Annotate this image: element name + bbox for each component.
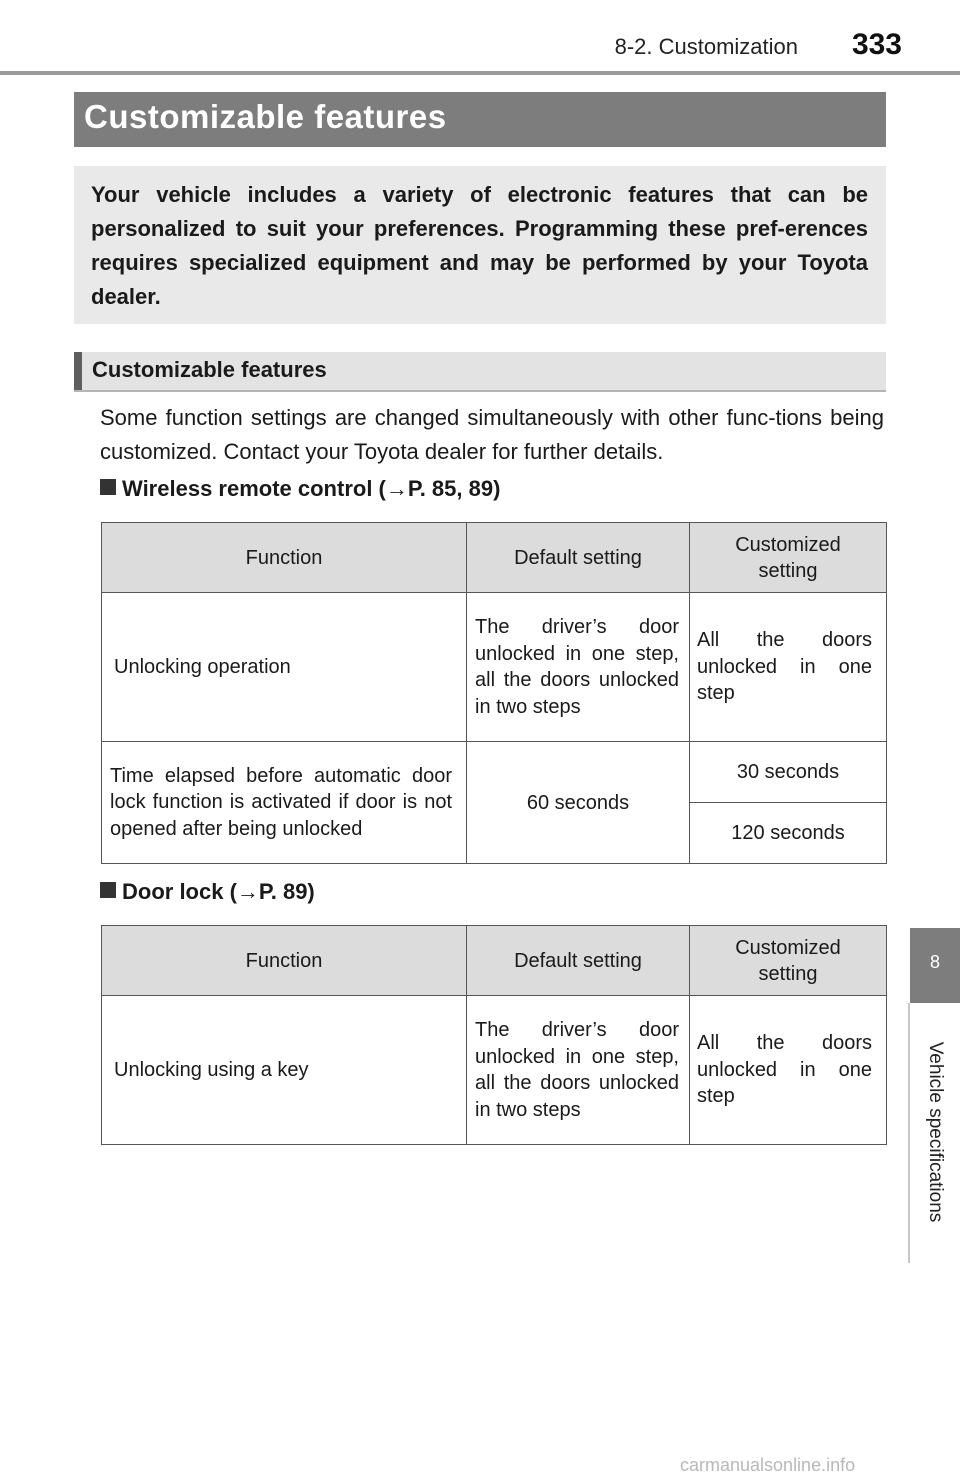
section-heading-text: Door lock (→P. 89) [122, 879, 315, 904]
function-cell: Unlocking operation [102, 593, 467, 742]
subheading-bar [74, 352, 886, 392]
table-header-row [102, 523, 887, 593]
watermark: carmanualsonline.info [680, 1455, 856, 1475]
table-row [102, 742, 887, 803]
column-header: Function [102, 523, 467, 593]
body-paragraph: Some function settings are changed simultaneously with other func-tions being customized. Contact your Toyota dealer for further details. [100, 405, 884, 464]
table-row [102, 593, 887, 742]
default-cell: 60 seconds [467, 742, 690, 864]
door-lock-table [101, 925, 887, 1145]
column-header: Customized setting [690, 523, 887, 593]
chapter-label: Vehicle specifications [925, 1041, 946, 1223]
page-title-bar [74, 92, 886, 147]
header-section-title: 8-2. Customization [614, 34, 798, 59]
chapter-number: 8 [929, 952, 940, 972]
section-heading-text: Wireless remote control (→P. 85, 89) [122, 476, 501, 501]
column-header: Customized setting [690, 926, 887, 996]
intro-box [74, 166, 886, 324]
square-bullet-icon [100, 882, 116, 898]
intro-text: Your vehicle includes a variety of electronic features that can be personalized to suit your preferences. Programming these pref-erences requires specialized equipment and may be performed by your Toyota dealer. [91, 182, 868, 309]
column-header: Default setting [467, 926, 690, 996]
column-header: Default setting [467, 523, 690, 593]
header-divider [0, 71, 960, 75]
section-heading-wireless [100, 476, 500, 502]
page-title: Customizable features [84, 98, 447, 135]
chapter-tab[interactable] [910, 928, 960, 1003]
page-number: 333 [851, 28, 902, 61]
subheading: Customizable features [92, 357, 327, 382]
function-cell: Time elapsed before automatic door lock function is activated if door is not opened after being unlocked [102, 742, 467, 864]
function-cell: Unlocking using a key [102, 996, 467, 1145]
default-cell: The driver’s door unlocked in one step, all the doors unlocked in two steps [467, 593, 690, 742]
section-heading-door-lock [100, 879, 315, 905]
default-cell: The driver’s door unlocked in one step, all the doors unlocked in two steps [467, 996, 690, 1145]
subheading-accent [74, 352, 82, 390]
customized-cell: 120 seconds [690, 803, 887, 864]
column-header: Function [102, 926, 467, 996]
customized-cell: 30 seconds [690, 742, 887, 803]
customized-cell: All the doors unlocked in one step [690, 996, 887, 1145]
table-row [102, 996, 887, 1145]
square-bullet-icon [100, 479, 116, 495]
wireless-remote-table [101, 522, 887, 864]
side-divider [908, 1003, 910, 1263]
table-header-row [102, 926, 887, 996]
customized-cell: All the doors unlocked in one step [690, 593, 887, 742]
